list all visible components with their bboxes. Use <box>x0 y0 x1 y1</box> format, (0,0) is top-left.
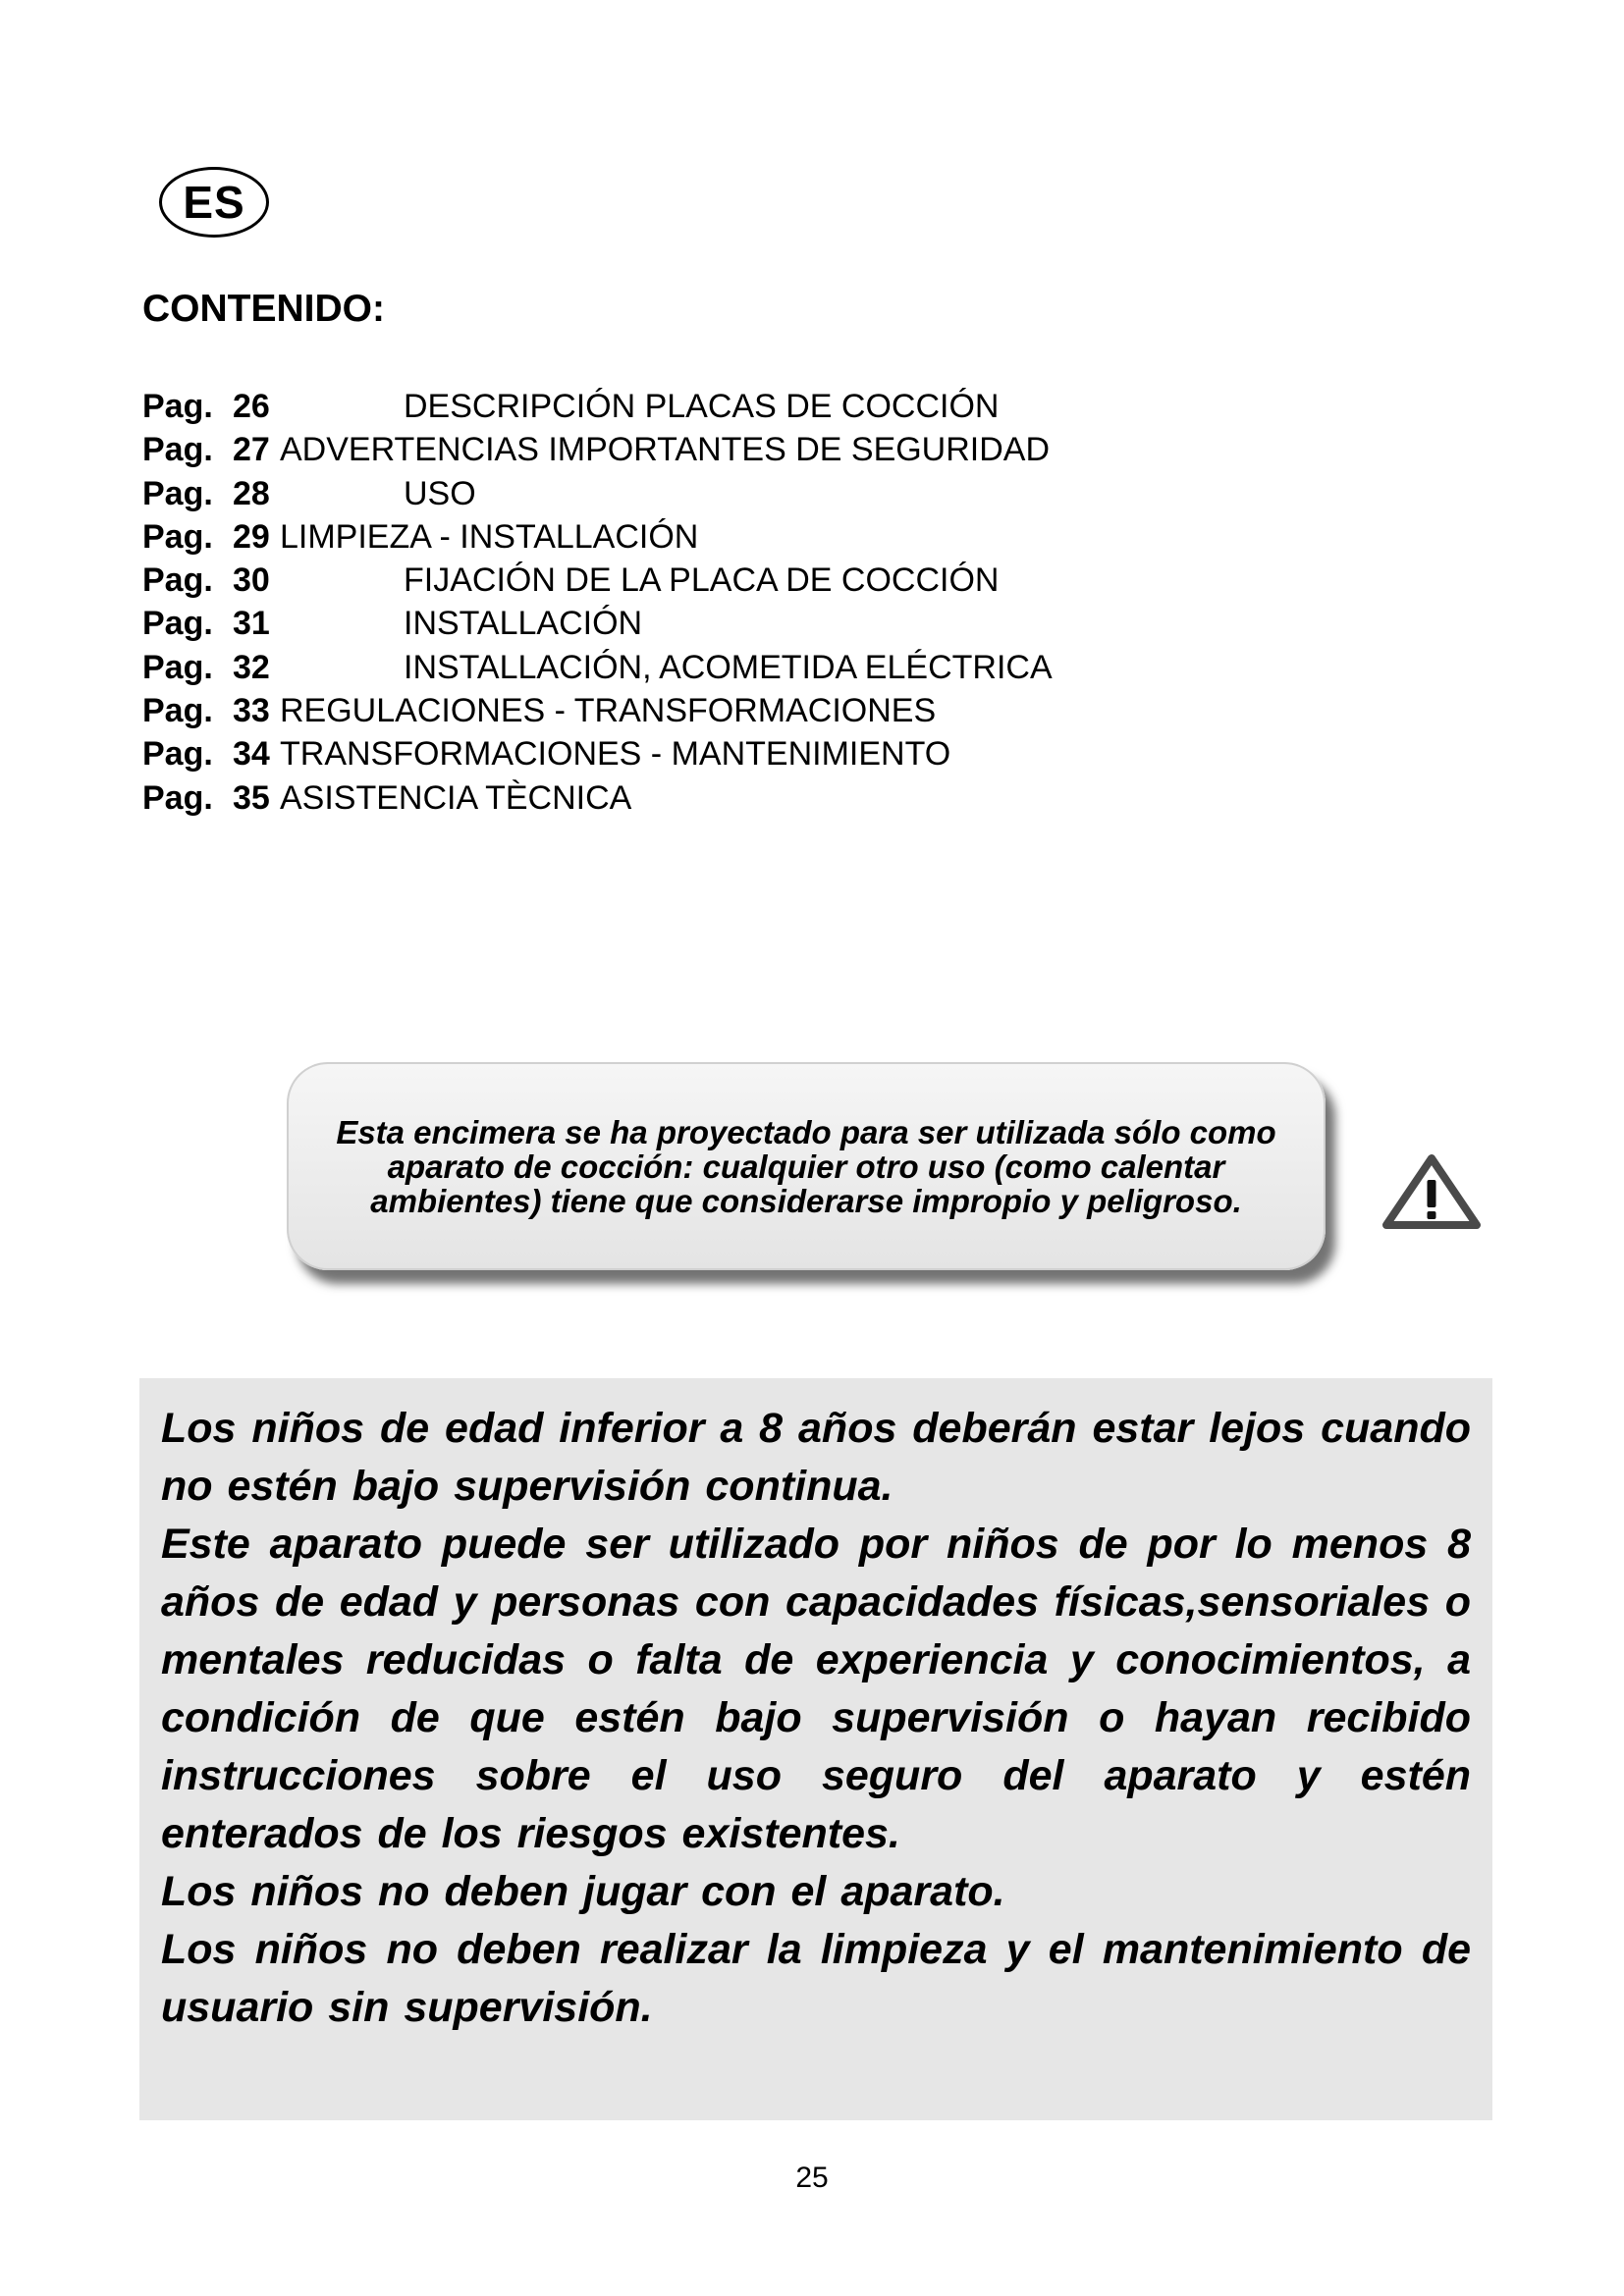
notice-paragraph: Los niños no deben realizar la limpieza y el mantenimiento de usuario sin supervisión. <box>161 1926 1471 2031</box>
warning-triangle-icon <box>1382 1154 1481 1229</box>
toc-entry-text: INSTALLACIÓN <box>404 605 643 643</box>
toc-entry-text: DESCRIPCIÓN PLACAS DE COCCIÓN <box>404 388 1000 425</box>
warning-text: Esta encimera se ha proyectado para ser utilizada sólo como aparato de cocción: cualquier otro uso (como calentar ambientes) tiene que considerarse impropio y peligroso. <box>336 1113 1276 1219</box>
notice-text <box>161 1400 1471 2037</box>
language-badge: ES <box>159 167 269 238</box>
toc-pag-label: Pag. <box>142 735 213 774</box>
toc-pag-label: Pag. <box>142 561 213 600</box>
toc-pag-label: Pag. <box>142 388 213 425</box>
toc-pag-label: Pag. <box>142 648 213 686</box>
notice-paragraph: Los niños no deben jugar con el aparato. <box>161 1868 1005 1915</box>
toc-entry-text: ASISTENCIA TÈCNICA <box>280 778 632 817</box>
toc-pag-label: Pag. <box>142 517 213 556</box>
toc-page-number: 32 <box>233 648 270 686</box>
toc-page-number: 28 <box>233 474 270 512</box>
warning-box <box>287 1062 1326 1270</box>
toc-page-number: 35 <box>233 778 270 817</box>
toc-page-number: 29 <box>233 517 270 556</box>
toc-page-number: 34 <box>233 735 270 774</box>
toc-pag-label: Pag. <box>142 605 213 643</box>
toc-entry-text: TRANSFORMACIONES - MANTENIMIENTO <box>280 735 951 774</box>
toc-page-number: 31 <box>233 605 270 643</box>
toc-page-number: 33 <box>233 692 270 730</box>
toc-page-number: 27 <box>233 431 270 469</box>
toc-entry-text: REGULACIONES - TRANSFORMACIONES <box>280 692 937 730</box>
toc-entry-text: FIJACIÓN DE LA PLACA DE COCCIÓN <box>404 561 1000 600</box>
page-title: CONTENIDO: <box>142 288 385 330</box>
toc-pag-label: Pag. <box>142 474 213 512</box>
toc-pag-label: Pag. <box>142 778 213 817</box>
children-safety-notice <box>139 1378 1492 2120</box>
toc-entry-text: INSTALLACIÓN, ACOMETIDA ELÉCTRICA <box>404 648 1053 686</box>
toc-entry-text: USO <box>404 474 476 512</box>
page-number: 25 <box>795 2162 829 2194</box>
toc-pag-label: Pag. <box>142 692 213 730</box>
toc-entry-text: LIMPIEZA - INSTALLACIÓN <box>280 517 699 556</box>
toc-entry-text: ADVERTENCIAS IMPORTANTES DE SEGURIDAD <box>280 431 1051 469</box>
notice-paragraph: Este aparato puede ser utilizado por niños de por lo menos 8 años de edad y personas con capacidades físicas,sensoriales o mentales reducidas o falta de experiencia y conocimientos, a condición de que estén bajo supervisión o hayan recibido instrucciones sobre el uso seguro del aparato y estén enterados de los riesgos existentes. <box>161 1521 1471 1857</box>
toc-pag-label: Pag. <box>142 431 213 469</box>
toc-page-number: 26 <box>233 388 270 425</box>
toc-page-number: 30 <box>233 561 270 600</box>
notice-paragraph: Los niños de edad inferior a 8 años deberán estar lejos cuando no estén bajo supervisión continua. <box>161 1405 1471 1510</box>
